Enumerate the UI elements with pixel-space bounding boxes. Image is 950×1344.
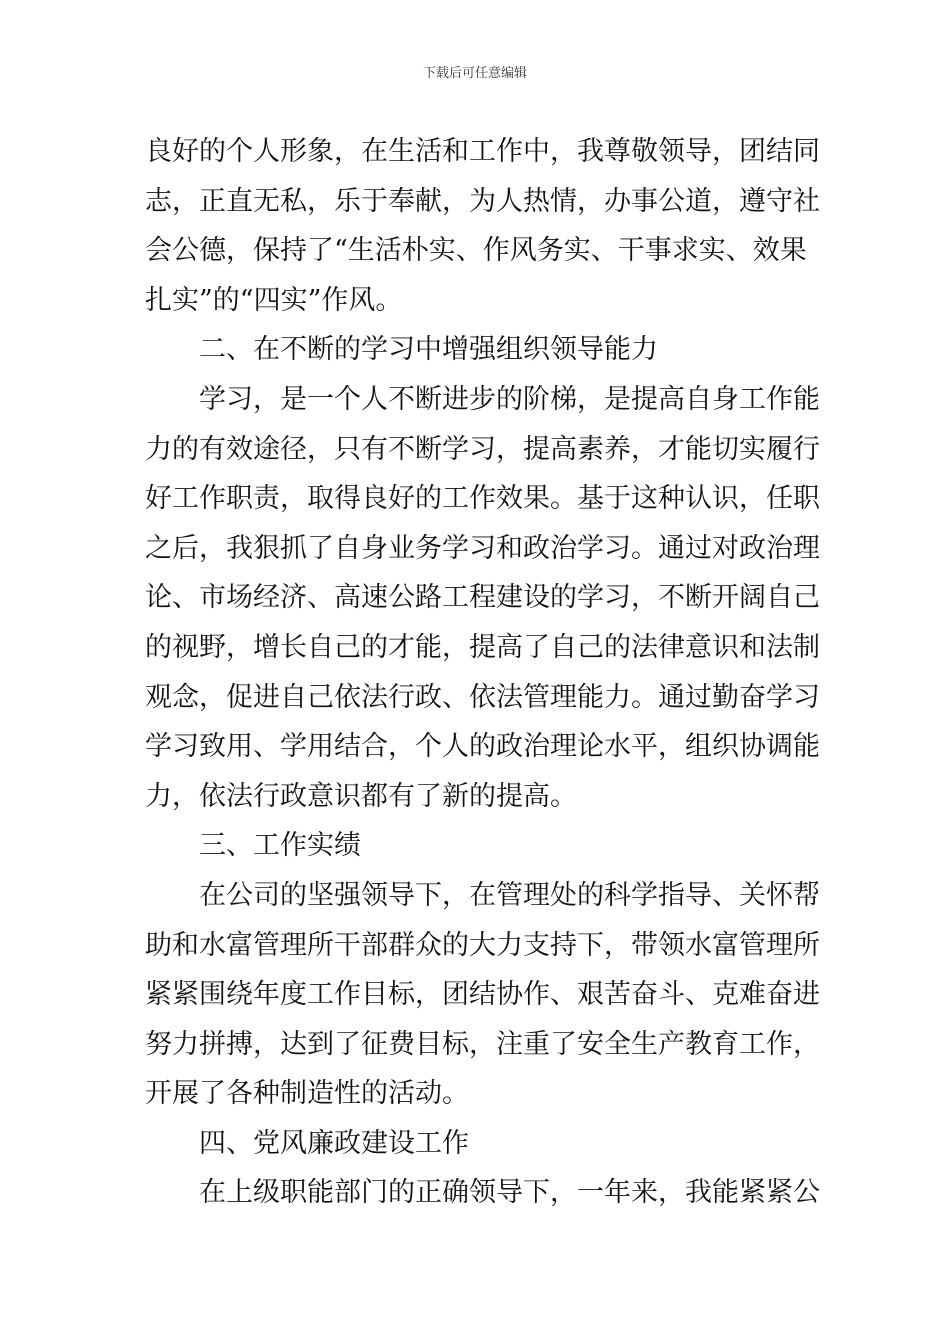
text-line: 扎实”的“四实”作风。 [145,284,403,316]
text-line: 在上级职能部门的正确领导下，一年来，我能紧紧公 [199,1177,820,1209]
text-line: 学习，是一个人不断进步的阶梯，是提高自身工作能 [199,383,820,415]
section-heading: 四、党风廉政建设工作 [199,1127,469,1159]
text-line: 观念，促进自己依法行政、依法管理能力。通过勤奋学习 [145,681,820,713]
text-line: 紧紧围绕年度工作目标，团结协作、艰苦奋斗、克难奋进 [145,979,820,1011]
text-line: 好工作职责，取得良好的工作效果。基于这种认识，任职 [145,483,820,515]
text-line: 论、市场经济、高速公路工程建设的学习，不断开阔自己 [145,582,820,614]
text-line: 努力拼搏，达到了征费目标，注重了安全生产教育工作， [145,1028,820,1060]
text-line: 之后，我狠抓了自身业务学习和政治学习。通过对政治理 [145,532,820,564]
text-line: 助和水富管理所干部群众的大力支持下，带领水富管理所 [145,929,820,961]
section-heading: 三、工作实绩 [199,830,361,862]
text-line: 力，依法行政意识都有了新的提高。 [145,780,577,812]
page-header: 下载后可任意编辑 [422,66,527,81]
document-body [145,127,820,1218]
text-line: 学习致用、学用结合，个人的政治理论水平，组织协调能 [145,731,820,763]
text-line: 开展了各种制造性的活动。 [145,1078,469,1110]
section-heading: 二、在不断的学习中增强组织领导能力 [199,334,658,366]
text-line: 会公德，保持了“生活朴实、作风务实、干事求实、效果 [145,235,807,267]
text-line: 志，正直无私，乐于奉献，为人热情，办事公道，遵守社 [145,185,820,217]
text-line: 良好的个人形象，在生活和工作中，我尊敬领导，团结同 [145,136,820,167]
text-line: 力的有效途径，只有不断学习，提高素养，才能切实履行 [145,433,820,465]
text-line: 的视野，增长自己的才能，提高了自己的法律意识和法制 [145,631,820,663]
text-line: 在公司的坚强领导下，在管理处的科学指导、关怀帮 [199,879,820,911]
